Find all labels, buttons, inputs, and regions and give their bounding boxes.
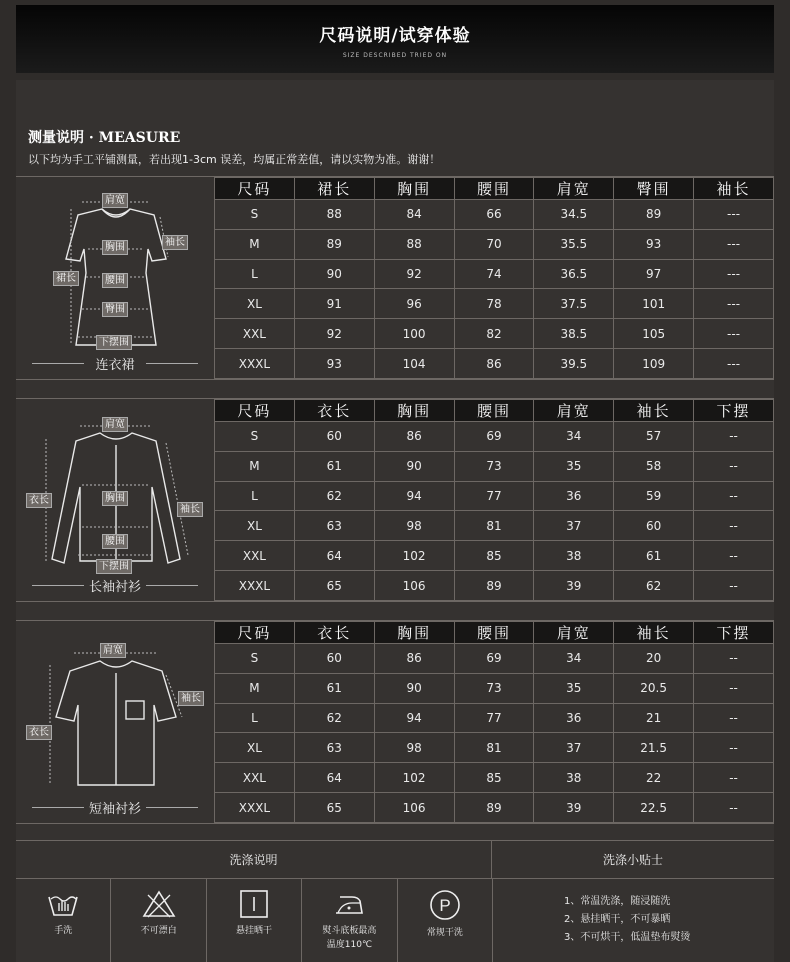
table-header-row	[215, 178, 774, 200]
measurement-cell: --	[694, 644, 774, 674]
col-header: 肩宽	[534, 622, 614, 644]
size-cell: M	[215, 673, 295, 703]
measurement-cell: 102	[374, 763, 454, 793]
measurement-cell: 60	[614, 511, 694, 541]
measurement-cell: 34.5	[534, 200, 614, 230]
size-cell: S	[215, 644, 295, 674]
measurement-cell: ---	[694, 289, 774, 319]
measurement-cell: ---	[694, 200, 774, 230]
col-header: 裙长	[294, 178, 374, 200]
col-header: 袖长	[614, 400, 694, 422]
table-row	[215, 793, 774, 823]
dress-section	[16, 176, 774, 380]
measurement-cell: 21	[614, 703, 694, 733]
col-header: 袖长	[694, 178, 774, 200]
measurement-cell: 64	[294, 763, 374, 793]
measurement-cell: 39.5	[534, 349, 614, 379]
measurement-cell: 36	[534, 481, 614, 511]
measurement-cell: 36	[534, 703, 614, 733]
measurement-cell: 86	[374, 644, 454, 674]
measurement-cell: --	[694, 511, 774, 541]
care-label: 悬挂晒干	[236, 926, 273, 936]
measure-note: 以下均为手工平铺测量，若出现1-3cm 误差，均属正常差值，请以实物为准。谢谢！	[28, 153, 441, 166]
measurement-cell: ---	[694, 259, 774, 289]
short-shirt-diagram	[16, 621, 214, 823]
measurement-cell: 90	[374, 451, 454, 481]
short-shirt-sleeve-label: 袖长	[178, 691, 204, 706]
care-label: 不可漂白	[140, 926, 177, 936]
size-cell: XL	[215, 289, 295, 319]
measurement-cell: 34	[534, 644, 614, 674]
size-chart-panel	[16, 80, 774, 962]
col-header: 衣长	[294, 400, 374, 422]
dress-shoulder-label: 肩宽	[102, 193, 128, 208]
measurement-cell: 85	[454, 541, 534, 571]
measurement-cell: 35.5	[534, 229, 614, 259]
wash-tips-list	[564, 893, 690, 947]
col-header: 袖长	[614, 622, 694, 644]
measurement-cell: 61	[614, 541, 694, 571]
col-header: 下摆	[694, 400, 774, 422]
care-item	[16, 879, 111, 962]
size-cell: L	[215, 259, 295, 289]
col-header: 肩宽	[534, 178, 614, 200]
table-row	[215, 541, 774, 571]
col-header: 下摆	[694, 622, 774, 644]
measurement-cell: 89	[614, 200, 694, 230]
col-header: 胸围	[374, 178, 454, 200]
long-shirt-size-table	[214, 399, 774, 601]
measurement-cell: --	[694, 481, 774, 511]
measurement-cell: 69	[454, 644, 534, 674]
measurement-cell: --	[694, 422, 774, 452]
measurement-cell: 37.5	[534, 289, 614, 319]
measurement-cell: 82	[454, 319, 534, 349]
care-icons-row	[16, 879, 492, 962]
col-header: 腰围	[454, 400, 534, 422]
care-section	[16, 840, 774, 962]
measurement-cell: ---	[694, 229, 774, 259]
short-shirt-size-table	[214, 621, 774, 823]
long-shirt-shoulder-label: 肩宽	[102, 417, 128, 432]
measurement-cell: 98	[374, 511, 454, 541]
measurement-cell: 35	[534, 673, 614, 703]
measurement-cell: 39	[534, 793, 614, 823]
table-row	[215, 229, 774, 259]
measurement-cell: 88	[374, 229, 454, 259]
wash-instructions-title: 洗涤说明	[16, 841, 492, 879]
measurement-cell: 38	[534, 763, 614, 793]
care-item	[302, 879, 397, 962]
measurement-cell: 61	[294, 673, 374, 703]
measurement-cell: 65	[294, 571, 374, 601]
measurement-cell: 93	[294, 349, 374, 379]
wash-tips-title: 洗涤小贴士	[492, 841, 774, 879]
measurement-cell: 64	[294, 541, 374, 571]
table-header-row	[215, 400, 774, 422]
measurement-cell: ---	[694, 319, 774, 349]
long-shirt-sleeve-label: 袖长	[177, 502, 203, 517]
care-item	[111, 879, 206, 962]
measurement-cell: 38	[534, 541, 614, 571]
measurement-cell: 62	[614, 571, 694, 601]
measurement-cell: 74	[454, 259, 534, 289]
measurement-cell: 81	[454, 511, 534, 541]
wash-tip: 2、悬挂晒干，不可暴晒	[564, 914, 671, 925]
measurement-cell: 104	[374, 349, 454, 379]
size-cell: XXXL	[215, 349, 295, 379]
size-cell: S	[215, 422, 295, 452]
measurement-cell: 81	[454, 733, 534, 763]
table-row	[215, 289, 774, 319]
measurement-cell: ---	[694, 349, 774, 379]
measurement-cell: 62	[294, 481, 374, 511]
page-subtitle: SIZE DESCRIBED TRIED ON	[342, 52, 448, 59]
measurement-cell: 89	[454, 793, 534, 823]
measurement-cell: 93	[614, 229, 694, 259]
hang-dry-icon	[237, 889, 271, 919]
measurement-cell: 65	[294, 793, 374, 823]
measurement-cell: 38.5	[534, 319, 614, 349]
measurement-cell: 85	[454, 763, 534, 793]
measurement-cell: 35	[534, 451, 614, 481]
long-shirt-section	[16, 398, 774, 602]
size-cell: XXXL	[215, 793, 295, 823]
measurement-cell: 57	[614, 422, 694, 452]
col-header: 腰围	[454, 622, 534, 644]
col-header: 臀围	[614, 178, 694, 200]
short-shirt-shoulder-label: 肩宽	[100, 643, 126, 658]
col-header: 胸围	[374, 400, 454, 422]
measurement-cell: 92	[374, 259, 454, 289]
measurement-cell: 89	[294, 229, 374, 259]
size-cell: XXL	[215, 763, 295, 793]
measurement-cell: 58	[614, 451, 694, 481]
col-header: 衣长	[294, 622, 374, 644]
dress-diagram	[16, 177, 214, 379]
table-row	[215, 481, 774, 511]
wash-tip: 3、不可烘干，低温垫布熨烫	[564, 932, 691, 943]
measurement-cell: 84	[374, 200, 454, 230]
dress-name: 连衣裙	[16, 354, 214, 373]
measurement-cell: 77	[454, 703, 534, 733]
size-cell: S	[215, 200, 295, 230]
svg-text:P: P	[439, 896, 451, 915]
measurement-cell: 37	[534, 733, 614, 763]
dress-hip-label: 臀围	[102, 302, 128, 317]
measurement-cell: 97	[614, 259, 694, 289]
care-label: 熨斗底板最高	[322, 926, 377, 936]
short-shirt-name: 短袖衬衫	[16, 798, 214, 817]
measurement-cell: 106	[374, 571, 454, 601]
table-row	[215, 349, 774, 379]
measurement-cell: --	[694, 703, 774, 733]
no-bleach-icon	[142, 889, 176, 919]
measurement-cell: --	[694, 541, 774, 571]
dress-sleeve-label: 袖长	[162, 235, 188, 250]
measurement-cell: 73	[454, 673, 534, 703]
table-row	[215, 644, 774, 674]
measurement-cell: --	[694, 451, 774, 481]
size-cell: L	[215, 703, 295, 733]
wash-tip: 1、常温洗涤，随浸随洗	[564, 896, 671, 907]
size-cell: L	[215, 481, 295, 511]
measurement-cell: 91	[294, 289, 374, 319]
hand-wash-icon	[46, 889, 80, 919]
measurement-cell: 86	[374, 422, 454, 452]
measurement-cell: 105	[614, 319, 694, 349]
measurement-cell: 34	[534, 422, 614, 452]
table-row	[215, 571, 774, 601]
size-cell: XL	[215, 511, 295, 541]
measurement-cell: 36.5	[534, 259, 614, 289]
table-row	[215, 319, 774, 349]
iron-icon	[332, 889, 366, 919]
measurement-cell: 70	[454, 229, 534, 259]
dry-clean-icon	[428, 889, 462, 921]
dress-chest-label: 胸围	[102, 240, 128, 255]
measurement-cell: 92	[294, 319, 374, 349]
care-label-line2: 温度110℃	[326, 940, 373, 950]
col-header: 尺码	[215, 622, 295, 644]
short-shirt-section	[16, 620, 774, 824]
page-header	[16, 5, 774, 73]
measurement-cell: --	[694, 673, 774, 703]
measurement-cell: 69	[454, 422, 534, 452]
col-header: 尺码	[215, 400, 295, 422]
col-header: 尺码	[215, 178, 295, 200]
measurement-cell: --	[694, 763, 774, 793]
measurement-cell: 20	[614, 644, 694, 674]
care-item	[398, 879, 492, 962]
size-cell: XXL	[215, 319, 295, 349]
care-label: 手洗	[54, 926, 73, 936]
table-row	[215, 673, 774, 703]
measurement-cell: 60	[294, 644, 374, 674]
long-shirt-chest-label: 胸围	[102, 491, 128, 506]
care-divider	[492, 879, 493, 962]
table-row	[215, 703, 774, 733]
dress-waist-label: 腰围	[102, 273, 128, 288]
measurement-cell: 101	[614, 289, 694, 319]
measurement-cell: 90	[374, 673, 454, 703]
long-shirt-name: 长袖衬衫	[16, 576, 214, 595]
long-shirt-diagram	[16, 399, 214, 601]
measurement-cell: 78	[454, 289, 534, 319]
short-shirt-length-label: 衣长	[26, 725, 52, 740]
measurement-cell: 86	[454, 349, 534, 379]
page-title: 尺码说明/试穿体验	[319, 26, 471, 46]
measurement-cell: 61	[294, 451, 374, 481]
measurement-cell: 90	[294, 259, 374, 289]
size-cell: XXXL	[215, 571, 295, 601]
col-header: 腰围	[454, 178, 534, 200]
measurement-cell: 21.5	[614, 733, 694, 763]
size-cell: XXL	[215, 541, 295, 571]
dress-size-table	[214, 177, 774, 379]
measurement-cell: 96	[374, 289, 454, 319]
dress-length-label: 裙长	[53, 271, 79, 286]
table-header-row	[215, 622, 774, 644]
measurement-cell: --	[694, 571, 774, 601]
measurement-cell: 73	[454, 451, 534, 481]
table-row	[215, 200, 774, 230]
measurement-cell: 94	[374, 481, 454, 511]
measurement-cell: 102	[374, 541, 454, 571]
table-row	[215, 763, 774, 793]
long-shirt-waist-label: 腰围	[102, 534, 128, 549]
long-shirt-length-label: 衣长	[26, 493, 52, 508]
measurement-cell: 59	[614, 481, 694, 511]
measurement-cell: 20.5	[614, 673, 694, 703]
size-cell: XL	[215, 733, 295, 763]
dress-hem-label: 下摆围	[96, 335, 132, 350]
measurement-cell: 106	[374, 793, 454, 823]
col-header: 肩宽	[534, 400, 614, 422]
table-row	[215, 422, 774, 452]
measurement-cell: 89	[454, 571, 534, 601]
measure-title: 测量说明 · MEASURE	[28, 130, 181, 146]
measurement-cell: 63	[294, 511, 374, 541]
measurement-cell: 109	[614, 349, 694, 379]
measurement-cell: 94	[374, 703, 454, 733]
measurement-cell: 62	[294, 703, 374, 733]
measurement-cell: 37	[534, 511, 614, 541]
size-cell: M	[215, 229, 295, 259]
table-row	[215, 451, 774, 481]
measurement-cell: 100	[374, 319, 454, 349]
table-row	[215, 511, 774, 541]
care-item	[207, 879, 302, 962]
measurement-cell: --	[694, 733, 774, 763]
measurement-cell: 66	[454, 200, 534, 230]
measurement-cell: 63	[294, 733, 374, 763]
measurement-cell: 77	[454, 481, 534, 511]
measurement-cell: 22	[614, 763, 694, 793]
col-header: 胸围	[374, 622, 454, 644]
measurement-cell: 98	[374, 733, 454, 763]
table-row	[215, 733, 774, 763]
measurement-cell: 88	[294, 200, 374, 230]
measurement-cell: --	[694, 793, 774, 823]
measurement-cell: 22.5	[614, 793, 694, 823]
size-cell: M	[215, 451, 295, 481]
measurement-cell: 60	[294, 422, 374, 452]
measurement-cell: 39	[534, 571, 614, 601]
care-label: 常规干洗	[426, 928, 463, 938]
long-shirt-hem-label: 下摆围	[96, 559, 132, 574]
table-row	[215, 259, 774, 289]
